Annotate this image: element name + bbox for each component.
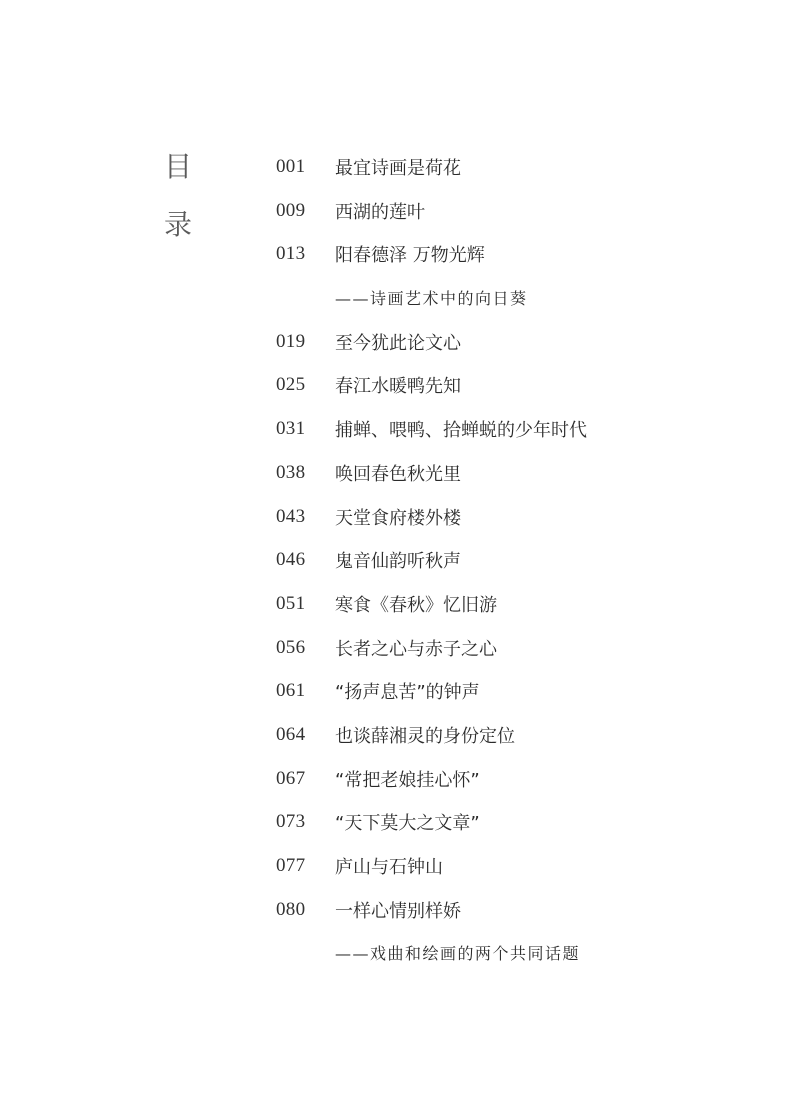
toc-entry	[276, 412, 756, 456]
toc-entry	[276, 718, 756, 762]
toc-page-number: 009	[276, 199, 306, 221]
toc-title: 春江水暖鸭先知	[335, 376, 461, 398]
toc-entry	[276, 849, 756, 893]
toc-title: 捕蝉、喂鸭、拾蝉蜕的少年时代	[335, 420, 587, 442]
toc-page-number: 051	[276, 592, 306, 614]
toc-page-number: 019	[276, 330, 306, 352]
toc-title: 至今犹此论文心	[335, 332, 461, 354]
toc-page-number: 080	[276, 898, 306, 920]
toc-entry	[276, 587, 756, 631]
toc-page-number: 056	[276, 636, 306, 658]
toc-page-number: 077	[276, 855, 306, 876]
toc-entry	[276, 325, 756, 369]
toc-entry-subtitle	[276, 936, 756, 980]
toc-entry	[276, 150, 756, 194]
toc-subtitle: ——诗画艺术中的向日葵	[335, 289, 528, 309]
toc-page-number: 046	[276, 549, 306, 571]
toc-heading	[164, 150, 204, 241]
toc-page-number: 001	[276, 156, 306, 177]
toc-title: 也谈薛湘灵的身份定位	[335, 725, 515, 747]
toc-entry	[276, 805, 756, 849]
toc-page-number: 025	[276, 374, 306, 396]
toc-page-number: 013	[276, 243, 306, 265]
toc-title: “天下莫大之文章”	[335, 813, 480, 835]
toc-heading-char-2: 录	[164, 208, 193, 241]
toc-entry	[276, 500, 756, 544]
toc-page-number: 073	[276, 811, 306, 833]
toc-entry-subtitle	[276, 281, 756, 325]
toc-title: 长者之心与赤子之心	[335, 638, 497, 660]
toc-page-number: 067	[276, 767, 306, 789]
toc-heading-char-1: 目	[164, 150, 193, 183]
table-of-contents	[276, 150, 756, 980]
toc-entry	[276, 631, 756, 675]
toc-entry	[276, 543, 756, 587]
toc-entry	[276, 368, 756, 412]
toc-title: 西湖的莲叶	[335, 201, 425, 223]
toc-title: 寒食《春秋》忆旧游	[335, 594, 497, 616]
toc-entry	[276, 237, 756, 281]
toc-title: 阳春德泽 万物光辉	[335, 245, 485, 267]
toc-title: 一样心情别样娇	[335, 900, 461, 922]
toc-title: “扬声息苦”的钟声	[335, 682, 480, 704]
toc-page-number: 043	[276, 505, 306, 527]
toc-title: 庐山与石钟山	[335, 857, 443, 878]
toc-entry	[276, 674, 756, 718]
toc-entry	[276, 194, 756, 238]
toc-title: 鬼音仙韵听秋声	[335, 551, 461, 573]
toc-page-number: 038	[276, 461, 306, 483]
toc-entry	[276, 456, 756, 500]
toc-title: 唤回春色秋光里	[335, 463, 461, 485]
toc-page-number: 031	[276, 418, 306, 440]
toc-title: 天堂食府楼外楼	[335, 507, 461, 529]
toc-page-number: 064	[276, 723, 306, 745]
toc-subtitle: ——戏曲和绘画的两个共同话题	[335, 944, 581, 964]
toc-title: 最宜诗画是荷花	[335, 158, 461, 179]
toc-page-number: 061	[276, 680, 306, 702]
toc-entry	[276, 762, 756, 806]
toc-title: “常把老娘挂心怀”	[335, 769, 480, 791]
toc-entry	[276, 893, 756, 937]
